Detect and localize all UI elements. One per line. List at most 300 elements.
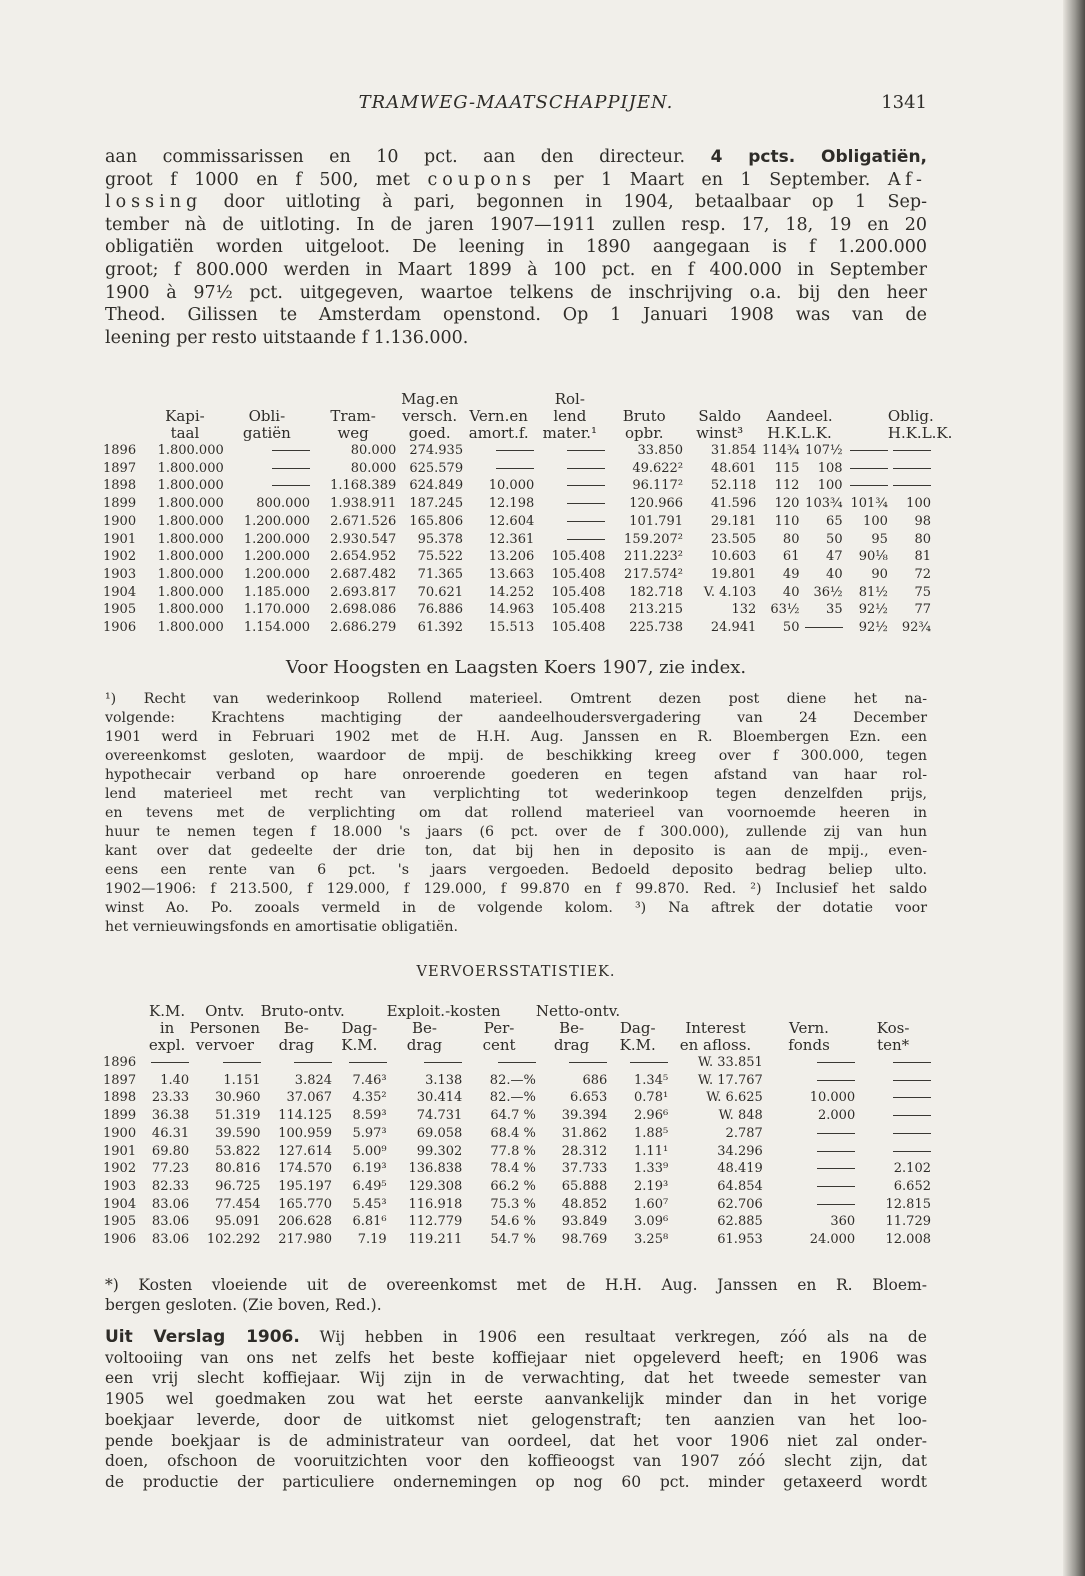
value-cell: 83.06 bbox=[151, 1232, 190, 1248]
dash-mark bbox=[817, 1151, 855, 1152]
vervoer-heading: VERVOERSSTATISTIEK. bbox=[416, 964, 616, 980]
header-cell: Aandeel. bbox=[766, 407, 833, 425]
value-cell bbox=[763, 1054, 855, 1072]
dash-mark bbox=[567, 468, 605, 469]
value-cell: W. 848 bbox=[718, 1108, 763, 1124]
dash-mark bbox=[817, 1133, 855, 1134]
intro-line: groot; f 800.000 werden in Maart 1899 à 100 pct. en f 400.000 in September bbox=[105, 259, 927, 280]
value-cell bbox=[332, 1054, 387, 1072]
value-cell: 119.211 bbox=[408, 1232, 463, 1248]
value-cell: 29.181 bbox=[710, 513, 757, 529]
value-cell: 1.800.000 bbox=[157, 443, 224, 458]
header-cell: cent bbox=[482, 1036, 516, 1054]
header-cell: Be- bbox=[559, 1019, 585, 1037]
value-cell: 23.505 bbox=[710, 531, 757, 547]
value-cell: 51.319 bbox=[215, 1108, 261, 1124]
value-cell: 217.574² bbox=[624, 566, 684, 582]
value-cell: 69.80 bbox=[151, 1143, 190, 1159]
value-cell bbox=[855, 1125, 931, 1143]
value-cell: 99.302 bbox=[416, 1143, 463, 1159]
value-cell: 80.000 bbox=[350, 443, 397, 458]
header-cell bbox=[756, 391, 842, 408]
header-cell bbox=[310, 391, 396, 408]
footnote-line: ¹) Recht van wederinkoop Rollend materieel. Omtrent dezen post diene het na- bbox=[105, 691, 927, 707]
value-cell: 5.97³ bbox=[352, 1125, 387, 1141]
value-cell: 100 bbox=[817, 478, 843, 494]
value-cell: W. 17.767 bbox=[697, 1072, 763, 1088]
value-cell: 1.170.000 bbox=[243, 602, 310, 618]
table-row bbox=[103, 1143, 931, 1161]
value-cell: 105.408 bbox=[551, 602, 606, 618]
header-cell: drag bbox=[278, 1036, 314, 1054]
value-cell: 72 bbox=[914, 566, 931, 582]
intro-paragraph bbox=[105, 146, 927, 349]
value-cell: 112.779 bbox=[408, 1214, 463, 1230]
value-cell: 2.102 bbox=[893, 1161, 931, 1177]
value-cell: 71.365 bbox=[417, 566, 464, 582]
dash-mark bbox=[893, 1133, 931, 1134]
verslag-line: pende boekjaar is de administrateur van oordeel, dat het voor 1906 niet zal onder- bbox=[105, 1431, 927, 1450]
header-cell bbox=[763, 1003, 855, 1020]
header-row bbox=[103, 408, 931, 425]
value-cell: 3.25⁸ bbox=[634, 1232, 669, 1248]
header-cell bbox=[888, 391, 931, 408]
value-cell: 10.000 bbox=[488, 478, 535, 494]
value-cell bbox=[843, 477, 888, 495]
value-cell bbox=[888, 477, 931, 495]
value-cell: 114.125 bbox=[278, 1108, 333, 1124]
header-cell: Bruto bbox=[622, 407, 666, 425]
table-row bbox=[103, 477, 931, 495]
table-row bbox=[103, 1089, 931, 1107]
value-cell: 12.361 bbox=[488, 531, 535, 547]
header-cell bbox=[683, 391, 756, 408]
table-row bbox=[103, 1196, 931, 1214]
value-cell: 96.117² bbox=[632, 478, 684, 494]
value-cell: 1.200.000 bbox=[243, 531, 310, 547]
value-cell: 105.408 bbox=[551, 549, 606, 565]
header-row bbox=[103, 1037, 931, 1054]
header-cell: K.M. bbox=[619, 1036, 656, 1054]
header-cell: Be- bbox=[283, 1019, 309, 1037]
header-cell: H.K.L.K. bbox=[767, 424, 832, 442]
dash-mark bbox=[567, 539, 605, 540]
value-cell: 23.33 bbox=[151, 1090, 190, 1106]
header-cell: H.K.L.K. bbox=[887, 424, 953, 442]
value-cell bbox=[534, 442, 605, 460]
value-cell: 96.725 bbox=[215, 1178, 261, 1194]
year-cell: 1901 bbox=[103, 1143, 137, 1159]
table-row bbox=[103, 513, 931, 531]
value-cell bbox=[763, 1196, 855, 1214]
value-cell: 2.000 bbox=[818, 1108, 856, 1124]
value-cell: 1.800.000 bbox=[157, 602, 224, 618]
header-cell: Vern. bbox=[789, 1019, 829, 1037]
value-cell: 65 bbox=[826, 513, 843, 529]
year-cell: 1904 bbox=[103, 1196, 137, 1212]
value-cell: 3.824 bbox=[294, 1072, 333, 1088]
dash-mark bbox=[272, 468, 310, 469]
value-cell: 5.45³ bbox=[352, 1196, 387, 1212]
value-cell: 1.154.000 bbox=[243, 620, 310, 636]
value-cell: 159.207² bbox=[624, 531, 684, 547]
header-cell: opbr. bbox=[624, 424, 664, 442]
header-cell: Saldo bbox=[698, 407, 742, 425]
value-cell: 53.822 bbox=[215, 1143, 261, 1159]
value-cell: 92½ bbox=[858, 620, 888, 636]
header-cell: en afloss. bbox=[679, 1036, 752, 1054]
value-cell: 80.000 bbox=[350, 460, 397, 476]
year-cell: 1905 bbox=[103, 602, 137, 618]
value-cell: 1.60⁷ bbox=[634, 1196, 669, 1212]
header-cell: Interest bbox=[685, 1019, 746, 1037]
year-cell: 1897 bbox=[103, 460, 137, 476]
header-cell: in bbox=[159, 1019, 175, 1037]
value-cell: 24.000 bbox=[809, 1232, 856, 1248]
year-cell: 1896 bbox=[103, 443, 137, 458]
header-cell: taal bbox=[170, 424, 200, 442]
value-cell: 90 bbox=[871, 566, 888, 582]
header-cell: Dag- bbox=[341, 1019, 378, 1037]
header-cell: fonds bbox=[788, 1036, 830, 1054]
value-cell bbox=[799, 619, 842, 637]
header-cell: Oblig. bbox=[887, 407, 934, 425]
value-cell: 13.663 bbox=[488, 566, 535, 582]
value-cell: 274.935 bbox=[409, 443, 464, 458]
dash-mark bbox=[223, 1062, 261, 1063]
value-cell: 2.19³ bbox=[634, 1178, 669, 1194]
value-cell bbox=[843, 442, 888, 460]
year-cell: 1900 bbox=[103, 1125, 137, 1141]
year-cell: 1903 bbox=[103, 1178, 137, 1194]
value-cell: 30.414 bbox=[416, 1090, 463, 1106]
value-cell: 1.200.000 bbox=[243, 566, 310, 582]
dash-mark bbox=[893, 1097, 931, 1098]
value-cell: 100 bbox=[906, 496, 931, 512]
dash-mark bbox=[893, 485, 931, 486]
value-cell bbox=[534, 460, 605, 478]
value-cell bbox=[763, 1125, 855, 1143]
value-cell: 50 bbox=[782, 620, 800, 636]
value-cell: 77.8 % bbox=[490, 1143, 536, 1159]
value-cell bbox=[534, 495, 605, 513]
dash-mark bbox=[893, 450, 931, 451]
koers-note: Voor Hoogsten en Laagsten Koers 1907, zie index. bbox=[285, 657, 747, 678]
value-cell: 77 bbox=[914, 602, 931, 618]
footnotes bbox=[105, 690, 927, 937]
value-cell bbox=[888, 442, 931, 460]
year-cell: 1899 bbox=[103, 1108, 137, 1124]
table-row bbox=[103, 619, 931, 637]
value-cell: 6.81⁶ bbox=[352, 1214, 387, 1230]
value-cell: 95.378 bbox=[417, 531, 464, 547]
header-row bbox=[103, 1003, 931, 1020]
header-cell bbox=[103, 408, 146, 425]
value-cell bbox=[462, 1054, 536, 1072]
value-cell: 1.800.000 bbox=[157, 460, 224, 476]
value-cell: 70.621 bbox=[417, 584, 464, 600]
value-cell: 2.787 bbox=[725, 1125, 763, 1141]
value-cell: 62.706 bbox=[717, 1196, 763, 1212]
value-cell: 2.654.952 bbox=[330, 549, 397, 565]
dash-mark bbox=[817, 1062, 855, 1063]
value-cell: 129.308 bbox=[408, 1178, 463, 1194]
year-cell: 1896 bbox=[103, 1055, 137, 1070]
value-cell: 10.603 bbox=[710, 549, 757, 565]
dash-mark bbox=[817, 1080, 855, 1081]
value-cell: 103¾ bbox=[805, 496, 843, 512]
value-cell bbox=[224, 460, 310, 478]
header-cell: Obli- bbox=[248, 407, 286, 425]
header-cell: Tram- bbox=[330, 407, 376, 425]
value-cell: 6.19³ bbox=[352, 1161, 387, 1177]
bond-heading: 4 pcts. Obligatiën, bbox=[710, 147, 928, 167]
value-cell: 115 bbox=[774, 460, 800, 476]
value-cell: 6.652 bbox=[893, 1178, 931, 1194]
header-cell bbox=[463, 391, 534, 408]
value-cell: 35 bbox=[826, 602, 843, 618]
footnote-line: overeenkomst gesloten, waardoor de mpij. de beschikking kreeg over f 300.000, tegen bbox=[105, 748, 927, 764]
header-cell: expl. bbox=[148, 1036, 186, 1054]
header-cell: Be- bbox=[411, 1019, 437, 1037]
value-cell bbox=[888, 460, 931, 478]
value-cell: 80 bbox=[782, 531, 800, 547]
value-cell: 132 bbox=[731, 602, 757, 618]
value-cell: 195.197 bbox=[278, 1178, 333, 1194]
header-cell: weg bbox=[337, 424, 369, 442]
value-cell bbox=[855, 1089, 931, 1107]
value-cell: 40 bbox=[782, 584, 800, 600]
value-cell: 12.815 bbox=[885, 1196, 931, 1212]
value-cell: 61.392 bbox=[417, 620, 464, 636]
dash-mark bbox=[893, 1115, 931, 1116]
header-cell: K.M. bbox=[341, 1036, 378, 1054]
value-cell: 187.245 bbox=[409, 496, 464, 512]
intro-line: Theod. Gilissen te Amsterdam openstond. Op 1 Januari 1908 was van de bbox=[105, 305, 927, 326]
value-cell: 165.806 bbox=[409, 513, 464, 529]
value-cell: 98 bbox=[914, 513, 931, 529]
year-cell: 1905 bbox=[103, 1214, 137, 1230]
value-cell bbox=[763, 1178, 855, 1196]
transport-table bbox=[103, 1003, 931, 1249]
year-cell: 1900 bbox=[103, 513, 137, 529]
table-row bbox=[103, 1178, 931, 1196]
value-cell: 12.008 bbox=[885, 1232, 931, 1248]
header-cell: lend bbox=[553, 407, 587, 425]
value-cell: 82.—% bbox=[489, 1090, 536, 1106]
value-cell: 136.838 bbox=[408, 1161, 463, 1177]
value-cell: 2.698.086 bbox=[330, 602, 397, 618]
footnote-line: winst Ao. Po. zooals vermeld in de volgende kolom. ³) Na aftrek der dotatie voor bbox=[105, 900, 927, 916]
table-row bbox=[103, 460, 931, 478]
value-cell: 5.00⁹ bbox=[352, 1143, 387, 1159]
page-number: 1341 bbox=[881, 92, 927, 113]
value-cell: 120 bbox=[774, 496, 800, 512]
value-cell: 1.800.000 bbox=[157, 513, 224, 529]
value-cell: 75.522 bbox=[417, 549, 464, 565]
value-cell: 98.769 bbox=[561, 1232, 608, 1248]
value-cell: 101¾ bbox=[850, 496, 888, 512]
year-cell: 1903 bbox=[103, 566, 137, 582]
value-cell bbox=[534, 513, 605, 531]
header-cell: ten* bbox=[877, 1036, 910, 1054]
value-cell: 1.800.000 bbox=[157, 531, 224, 547]
value-cell: 74.731 bbox=[416, 1108, 463, 1124]
value-cell: 7.46³ bbox=[352, 1072, 387, 1088]
value-cell: 48.601 bbox=[710, 460, 757, 476]
value-cell: 75.3 % bbox=[490, 1196, 536, 1212]
value-cell: 13.206 bbox=[488, 549, 535, 565]
footnote-line: huur te nemen tegen f 18.000 's jaars (6 pct. over de f 300.000), zullende zij van hun bbox=[105, 824, 927, 840]
value-cell: 37.067 bbox=[286, 1090, 333, 1106]
value-cell: 81½ bbox=[858, 584, 888, 600]
dash-mark bbox=[893, 1080, 931, 1081]
footnote-line: volgende: Krachtens machtiging der aandeelhoudersvergadering van 24 December bbox=[105, 710, 927, 726]
value-cell: 1.800.000 bbox=[157, 478, 224, 494]
year-cell: 1906 bbox=[103, 1232, 137, 1248]
intro-line: groot f 1000 en f 500, met coupons per 1 Maart en 1 September. Af- bbox=[105, 169, 927, 190]
value-cell: 41.596 bbox=[710, 496, 757, 512]
header-cell: goed. bbox=[408, 424, 451, 442]
value-cell: 686 bbox=[582, 1072, 608, 1088]
value-cell: 61.953 bbox=[717, 1232, 763, 1248]
table-row bbox=[103, 1107, 931, 1125]
intro-line: 1900 à 97½ pct. uitgegeven, waartoe telkens de inschrijving o.a. bij den heer bbox=[105, 282, 927, 303]
header-cell: Personen bbox=[189, 1019, 261, 1037]
value-cell: 12.198 bbox=[488, 496, 535, 512]
header-cell bbox=[103, 391, 146, 408]
dash-mark bbox=[569, 1062, 607, 1063]
dash-mark bbox=[850, 450, 888, 451]
header-cell bbox=[843, 425, 888, 442]
value-cell bbox=[855, 1072, 931, 1090]
value-cell: 90⅛ bbox=[858, 549, 888, 565]
value-cell: 62.885 bbox=[717, 1214, 763, 1230]
value-cell: 47 bbox=[826, 549, 843, 565]
header-cell bbox=[103, 425, 146, 442]
value-cell bbox=[607, 1054, 668, 1072]
year-cell: 1902 bbox=[103, 1161, 137, 1177]
value-cell bbox=[189, 1054, 260, 1072]
value-cell: 14.963 bbox=[488, 602, 535, 618]
value-cell: 107½ bbox=[805, 443, 843, 458]
year-cell: 1904 bbox=[103, 584, 137, 600]
dash-mark bbox=[272, 450, 310, 451]
header-cell: Netto-ontv. bbox=[535, 1002, 621, 1020]
value-cell: 108 bbox=[817, 460, 843, 476]
value-cell: 15.513 bbox=[488, 620, 535, 636]
value-cell: 24.941 bbox=[710, 620, 757, 636]
header-cell: winst³ bbox=[696, 424, 744, 442]
value-cell: 77.454 bbox=[215, 1196, 261, 1212]
table-row bbox=[103, 1160, 931, 1178]
value-cell: 66.2 % bbox=[490, 1178, 536, 1194]
value-cell: 31.862 bbox=[561, 1125, 608, 1141]
header-cell bbox=[843, 408, 888, 425]
value-cell: 4.35² bbox=[352, 1090, 387, 1106]
header-cell: gatiën bbox=[242, 424, 291, 442]
footnote-line: eens een rente van 6 pct. 's jaars vergoeden. Bedoeld deposito bedrag beliep ulto. bbox=[105, 862, 927, 878]
intro-line: obligatiën worden uitgeloot. De leening in 1890 aangegaan is f 1.200.000 bbox=[105, 237, 927, 258]
value-cell: 105.408 bbox=[551, 566, 606, 582]
value-cell: 30.960 bbox=[215, 1090, 261, 1106]
value-cell: 2.686.279 bbox=[330, 620, 397, 636]
value-cell: 1.800.000 bbox=[157, 496, 224, 512]
value-cell: 61 bbox=[782, 549, 800, 565]
value-cell: 12.604 bbox=[488, 513, 535, 529]
value-cell: 33.850 bbox=[637, 443, 684, 458]
value-cell: 105.408 bbox=[551, 620, 606, 636]
value-cell: 82.—% bbox=[489, 1072, 536, 1088]
verslag-paragraph bbox=[105, 1327, 927, 1493]
header-cell: Per- bbox=[483, 1019, 515, 1037]
table-row bbox=[103, 442, 931, 460]
year-cell: 1906 bbox=[103, 620, 137, 636]
financial-table bbox=[103, 390, 953, 637]
value-cell: 165.770 bbox=[278, 1196, 333, 1212]
value-cell: 120.966 bbox=[629, 496, 684, 512]
dash-mark bbox=[496, 450, 534, 451]
intro-line: leening per resto uitstaande f 1.136.000. bbox=[105, 327, 469, 348]
value-cell: 1.88⁵ bbox=[634, 1125, 669, 1141]
value-cell bbox=[463, 442, 534, 460]
verslag-line: doen, ofschoon de vooruitzichten voor den koffieoogst van 1907 zóó slecht zijn, dat bbox=[105, 1452, 927, 1471]
value-cell: 77.23 bbox=[151, 1161, 190, 1177]
header-cell bbox=[855, 1003, 931, 1020]
value-cell: 3.138 bbox=[425, 1072, 463, 1088]
star-note-line: *) Kosten vloeiende uit de overeenkomst met de H.H. Aug. Janssen en R. Bloem- bbox=[105, 1276, 927, 1294]
header-row bbox=[103, 425, 931, 442]
header-cell: Kos- bbox=[876, 1019, 910, 1037]
value-cell: 52.118 bbox=[710, 478, 757, 494]
dash-mark bbox=[567, 521, 605, 522]
dash-mark bbox=[893, 1151, 931, 1152]
value-cell: 1.168.389 bbox=[330, 478, 397, 494]
table-row bbox=[103, 1072, 931, 1090]
dash-mark bbox=[496, 468, 534, 469]
value-cell: 92¾ bbox=[901, 620, 931, 636]
value-cell: 64.854 bbox=[717, 1178, 763, 1194]
header-cell bbox=[605, 391, 683, 408]
year-cell: 1901 bbox=[103, 531, 137, 547]
value-cell: 110 bbox=[774, 513, 800, 529]
footnote-line: 1901 werd in Februari 1902 met de H.H. Aug. Janssen en R. Bloembergen Ezn. een bbox=[105, 729, 927, 745]
dash-mark bbox=[805, 627, 843, 628]
value-cell: 213.215 bbox=[629, 602, 684, 618]
value-cell: 54.7 % bbox=[490, 1232, 536, 1248]
value-cell: 625.579 bbox=[409, 460, 464, 476]
value-cell: 76.886 bbox=[417, 602, 464, 618]
value-cell: 10.000 bbox=[809, 1090, 856, 1106]
header-cell: mater.¹ bbox=[542, 424, 598, 442]
header-cell: Mag.en bbox=[401, 390, 459, 408]
value-cell: 1.800.000 bbox=[157, 549, 224, 565]
book-gutter-shadow bbox=[1063, 0, 1085, 1576]
header-cell: K.M. bbox=[149, 1002, 186, 1020]
value-cell: 65.888 bbox=[561, 1178, 608, 1194]
table-row bbox=[103, 601, 931, 619]
value-cell: 69.058 bbox=[416, 1125, 463, 1141]
value-cell: 7.19 bbox=[357, 1232, 387, 1248]
value-cell: 31.854 bbox=[710, 443, 757, 458]
footnote-line: 1902—1906: f 213.500, f 129.000, f 129.000, f 99.870 en f 99.870. Red. ²) Inclusief het saldo bbox=[105, 881, 927, 897]
intro-line: lossing door uitloting à pari, begonnen in 1904, betaalbaar op 1 Sep- bbox=[105, 192, 927, 213]
dash-mark bbox=[817, 1168, 855, 1169]
footnote-line: het vernieuwingsfonds en amortisatie obligatiën. bbox=[105, 919, 459, 935]
value-cell: 1.200.000 bbox=[243, 549, 310, 565]
value-cell bbox=[843, 460, 888, 478]
footnote-line: lend materieel met recht van verplichting tot wederinkoop tegen denzelfden prijs, bbox=[105, 786, 927, 802]
